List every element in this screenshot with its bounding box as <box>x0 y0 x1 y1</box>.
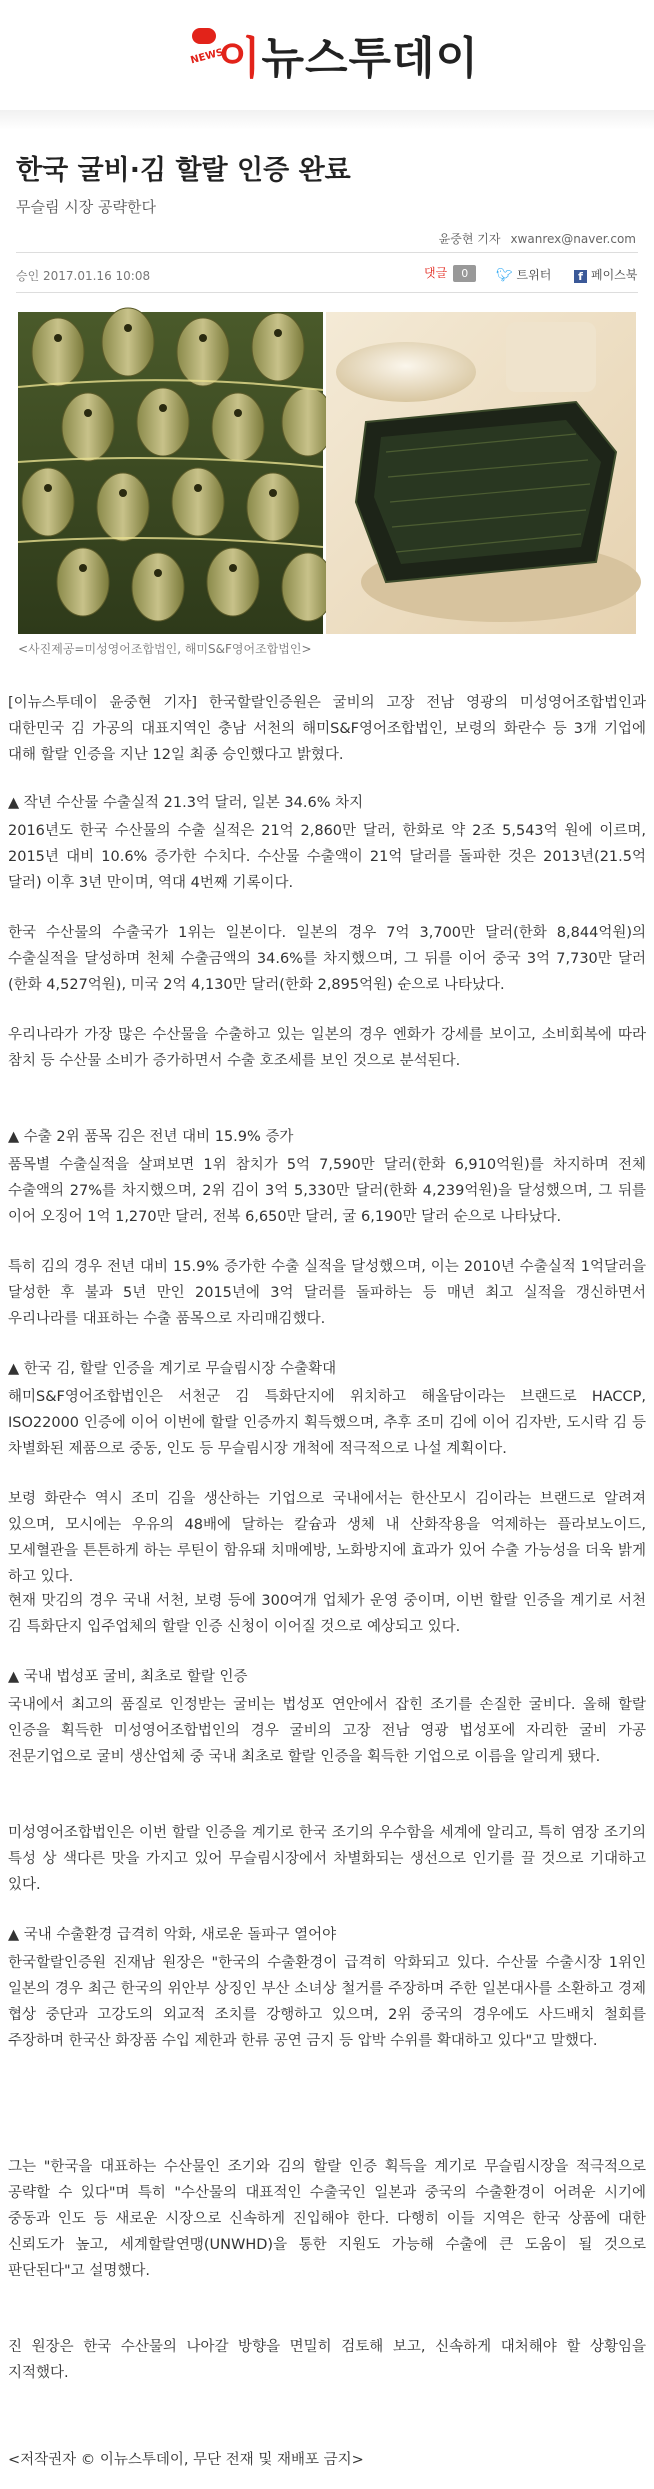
article-paragraph: 진 원장은 한국 수산물의 나아갈 방향을 면밀히 검토해 보고, 신속하게 대처해야 할 상황임을 지적했다. <box>8 2339 646 2381</box>
article-paragraph: 현재 맛김의 경우 국내 서천, 보령 등에 300여개 업체가 운영 중이며, 이번 할랄 인증을 계기로 서천 김 특화단지 입주업체의 할랄 인증 신청이 이어질 것으로 예상되고 있다. <box>8 1593 646 1635</box>
site-logo-mark[interactable] <box>188 26 225 70</box>
seaweed-laver-photo <box>326 312 636 634</box>
divider <box>16 292 638 293</box>
article-subtitle: 무슬림 시장 공략한다 <box>16 198 156 216</box>
article-subheading: ▲ 국내 법성포 굴비, 최초로 할랄 인증 <box>8 1669 248 1685</box>
twitter-label: 트위터 <box>516 268 552 282</box>
logo-rest: 뉴스투데이 <box>261 33 480 84</box>
article-subheading: ▲ 한국 김, 할랄 인증을 계기로 무슬림시장 수출확대 <box>8 1361 337 1377</box>
article-paragraph: [이뉴스투데이 윤중현 기자] 한국할랄인증원은 굴비의 고장 전남 영광의 미성영어조합법인과 대한민국 김 가공의 대표지역인 충남 서천의 해미S&F영어조합법인, 보령의 화란수 등 3개 기업에 대해 할랄 인증을 지난 12일 최종 승인했다고 밝혔다. <box>8 695 646 763</box>
facebook-share-button[interactable] <box>574 266 637 283</box>
article-subheading: ▲ 수출 2위 품목 김은 전년 대비 15.9% 증가 <box>8 1129 294 1145</box>
photo-caption: <사진제공=미성영어조합법인, 해미S&F영어조합법인> <box>18 642 312 656</box>
author-email[interactable]: xwanrex@naver.com <box>510 232 636 246</box>
twitter-share-button[interactable] <box>496 266 551 283</box>
article-paragraph: 그는 "한국을 대표하는 수산물인 조기와 김의 할랄 인증 획득을 계기로 무슬림시장을 적극적으로 공략할 수 있다"며 특히 "수산물의 대표적인 수출국인 일본과 중국의 수출환경이 어려운 시기에 중동과 인도 등 새로운 시장으로 신속하게 진입해야 한다. 다행히 이들 지역은 한국 상품에 대한 신뢰도가 높고, 세계할랄연맹(UNWHD)을 통한 지원도 가능해 수출에 큰 도움이 될 것으로 판단된다"고 설명했다. <box>8 2159 646 2279</box>
comments-button[interactable] <box>424 264 476 282</box>
article-meta-row <box>16 260 638 288</box>
article-paragraph: 한국 수산물의 수출국가 1위는 일본이다. 일본의 경우 7억 3,700만 달러(한화 8,844억원)의 수출실적을 달성하며 천체 수출금액의 34.6%를 차지했으며, 그 뒤를 이어 중국 3억 7,730만 달러(한화 4,527억원), 미국 2억 4,130만 달러(한화 2,895억원) 순으로 나타났다. <box>8 925 646 993</box>
copyright-notice: <저작권자 © 이뉴스투데이, 무단 전재 및 재배포 금지> <box>8 2452 364 2468</box>
article-paragraph: 특히 김의 경우 전년 대비 15.9% 증가한 수출 실적을 달성했으며, 이는 2010년 수출실적 1억달러을 달성한 후 불과 5년 만인 2015년에 3억 달러를 돌파하는 등 매년 최고 실적을 갱신하면서 우리나라를 대표하는 수출 품목으로 자리매김했다. <box>8 1259 646 1327</box>
author-name: 윤중현 기자 <box>438 232 501 246</box>
article-paragraph: 2016년도 한국 수산물의 수출 실적은 21억 2,860만 달러, 한화로 약 2조 5,543억 원에 이르며, 2015년 대비 10.6% 증가한 수치다. 수산물 수출액이 21억 달러를 돌파한 것은 2013년(21.5억 달러) 이후 3년 만이며, 역대 4번째 기록이다. <box>8 823 646 891</box>
divider <box>16 252 638 253</box>
comments-label: 댓글 <box>424 266 448 280</box>
logo-red-letter: 이 <box>218 33 262 84</box>
article-subheading: ▲ 국내 수출환경 급격히 악화, 새로운 돌파구 열어야 <box>8 1927 337 1943</box>
site-header <box>0 0 654 110</box>
logo-news-text: NEWS <box>189 47 225 67</box>
article-title: 한국 굴비·김 할랄 인증 완료 <box>16 155 351 186</box>
comments-count: 0 <box>453 265 476 282</box>
byline <box>439 230 636 247</box>
site-logo[interactable] <box>218 22 479 86</box>
article-paragraph: 우리나라가 가장 많은 수산물을 수출하고 있는 일본의 경우 엔화가 강세를 보이고, 소비회복에 따라 참치 등 수산물 소비가 증가하면서 수출 호조세를 보인 것으로 분석된다. <box>8 1027 646 1069</box>
article-paragraph: 한국할랄인증원 진재남 원장은 "한국의 수출환경이 급격히 악화되고 있다. 수산물 수출시장 1위인 일본의 경우 최근 한국의 위안부 상징인 부산 소녀상 철거를 주장하며 주한 일본대사를 소환하고 경제 협상 중단과 고강도의 외교적 조치를 강행하고 있으며, 2위 중국의 경우에도 사드배치 철회를 주장하며 한국산 화장품 수입 제한과 한류 공연 금지 등 압박 수위를 확대하고 있다"고 말했다. <box>8 1955 646 2049</box>
facebook-label: 페이스북 <box>591 268 638 282</box>
twitter-icon: 🐦︎ <box>496 268 513 283</box>
article-subheading: ▲ 작년 수산물 수출실적 21.3억 달러, 일본 34.6% 차지 <box>8 795 364 811</box>
approved-date: 승인 2017.01.16 10:08 <box>16 269 151 283</box>
facebook-icon: f <box>574 270 587 283</box>
article-photo <box>18 312 636 634</box>
article-paragraph: 국내에서 최고의 품질로 인정받는 굴비는 법성포 연안에서 잡힌 조기를 손질한 굴비다. 올해 할랄 인증을 획득한 미성영어조합법인의 경우 굴비의 고장 전남 영광 법성포에 자리한 굴비 가공 전문기업으로 굴비 생산업체 중 국내 최초로 할랄 인증을 획득한 기업으로 이름을 알리게 됐다. <box>8 1697 646 1765</box>
article-paragraph: 해미S&F영어조합법인은 서천군 김 특화단지에 위치하고 해올담이라는 브랜드로 HACCP, ISO22000 인증에 이어 이번에 할랄 인증까지 획득했으며, 추후 조미 김에 이어 김자반, 도시락 김 등 차별화된 제품으로 중동, 인도 등 무슬림시장 개척에 적극적으로 나설 계획이다. <box>8 1389 646 1457</box>
article-paragraph: 미성영어조합법인은 이번 할랄 인증을 계기로 한국 조기의 우수함을 세계에 알리고, 특히 염장 조기의 특성 상 색다른 맛을 가지고 있어 무슬림시장에서 차별화되는 생선으로 인기를 끌 것으로 기대하고 있다. <box>8 1825 646 1893</box>
dried-croaker-photo <box>18 312 323 634</box>
header-divider <box>0 110 654 130</box>
article-paragraph: 보령 화란수 역시 조미 김을 생산하는 기업으로 국내에서는 한산모시 김이라는 브랜드로 알려져 있으며, 모시에는 우유의 48배에 달하는 칼슘과 생체 내 산화작용을 억제하는 플라보노이드, 모세혈관을 튼튼하게 하는 루틴이 함유돼 치매예방, 노화방지에 효과가 있어 수출 가능성을 더욱 밝게 하고 있다. <box>8 1491 646 1585</box>
article-paragraph: 품목별 수출실적을 살펴보면 1위 참치가 5억 7,590만 달러(한화 6,910억원)를 차지하며 전체 수출액의 27%를 차지했으며, 2위 김이 3억 5,330만 달러(한화 4,239억원)을 달성했으며, 그 뒤를 이어 오징어 1억 1,270만 달러, 전복 6,650만 달러, 굴 6,190만 달러 순으로 나타났다. <box>8 1157 646 1225</box>
